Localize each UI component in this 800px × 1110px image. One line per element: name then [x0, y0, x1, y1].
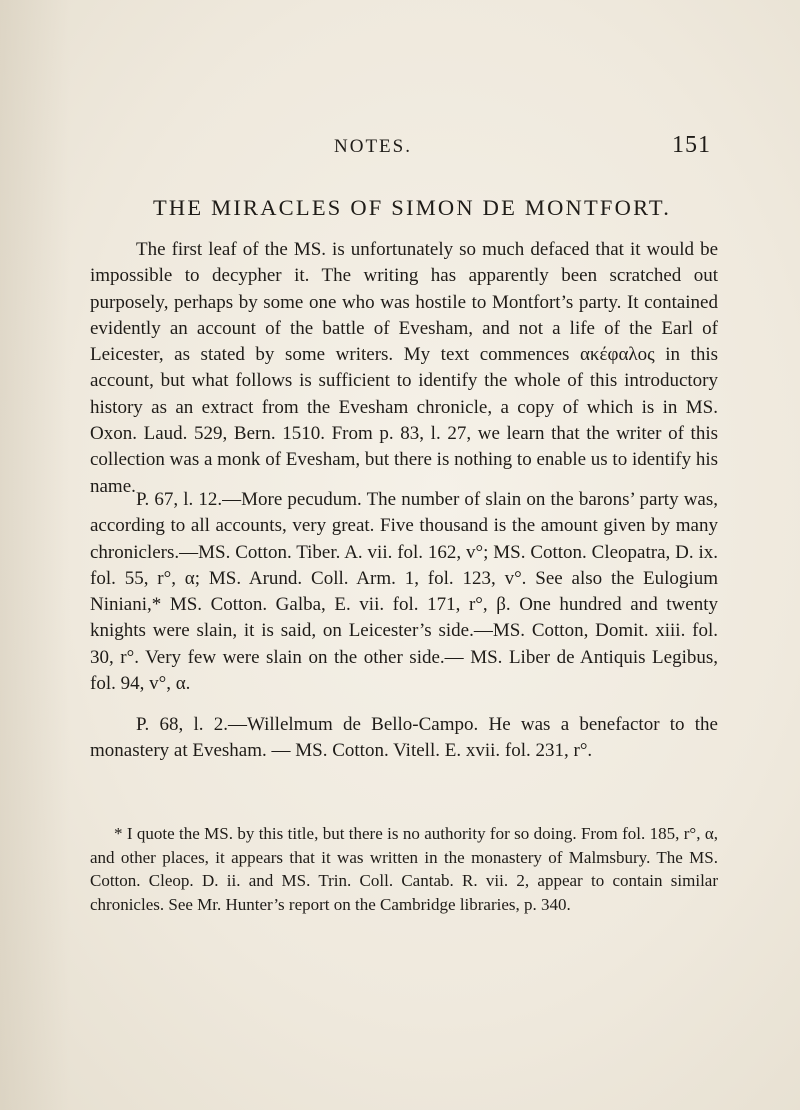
page-number: 151: [672, 132, 711, 158]
paragraph-intro: [90, 237, 718, 500]
paragraph-text: P. 67, l. 12.—More pecudum. The number of slain on the barons’ party was, according to all accounts, very great. Five thousand is the amount given by many chroniclers.—MS. Cotton. Tiber. A. vii. fol. 162, v°; MS. Cotton. Cleopatra, D. ix. fol. 55, r°, α; MS. Arund. Coll. Arm. 1, fol. 123, v°. See also the Eulogium Niniani,* MS. Cotton. Galba, E. vii. fol. 171, r°, β. One hundred and twenty knights were slain, it is said, on Leicester’s side.—MS. Cotton, Domit. xiii. fol. 30, r°. Very few were slain on the other side.— MS. Liber de Antiquis Legibus, fol. 94, v°, α.: [90, 489, 718, 695]
paragraph-text: The first leaf of the MS. is unfortunately so much defaced that it would be impossible to decypher it. The writing has apparently been scratched out purposely, perhaps by some one who was hostile to Montfort’s party. It contained evidently an account of the battle of Evesham, and not a life of the Earl of Leicester, as stated by some writers. My text commences ακέφαλος in this account, but what follows is sufficient to identify the whole of this introductory history as an extract from the Evesham chronicle, a copy of which is in MS. Oxon. Laud. 529, Bern. 1510. From p. 83, l. 27, we learn that the writer of this collection was a monk of Evesham, but there is nothing to enable us to identify his name.: [90, 239, 718, 497]
paragraph-note-p68: [90, 712, 718, 765]
footnote: * I quote the MS. by this title, but there is no authority for so doing. From fol. 185, r°, α, and other places, it appears that it was written in the monastery of Malmsbury. The MS. Cotton. Cleop. D. ii. and MS. Trin. Coll. Cantab. R. vii. 2, appear to contain similar chronicles. See Mr. Hunter’s report on the Cambridge libraries, p. 340.: [90, 824, 718, 914]
paragraph-text: P. 68, l. 2.—Willelmum de Bello-Campo. He was a benefactor to the monastery at Evesham. — MS. Cotton. Vitell. E. xvii. fol. 231, r°.: [90, 714, 718, 762]
section-title: THE MIRACLES OF SIMON DE MONTFORT.: [152, 195, 672, 220]
running-head: [0, 132, 800, 166]
page-gutter-shadow: [0, 0, 70, 1110]
running-title: NOTES.: [334, 136, 412, 157]
paragraph-note-p67: [90, 487, 718, 697]
